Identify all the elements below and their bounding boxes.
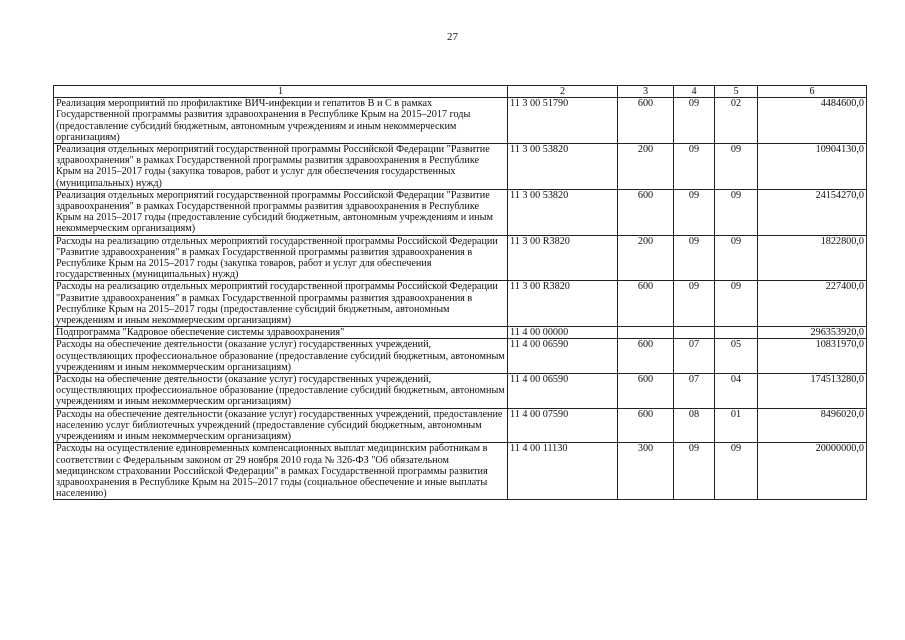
row-expense-type: 200 xyxy=(618,235,674,281)
budget-table xyxy=(53,85,867,500)
row-section: 09 xyxy=(674,189,715,235)
row-target-code: 11 3 00 51790 xyxy=(508,98,618,144)
row-target-code: 11 3 00 R3820 xyxy=(508,281,618,327)
row-section: 09 xyxy=(674,281,715,327)
row-subsection: 01 xyxy=(715,408,758,443)
row-amount: 1822800,0 xyxy=(758,235,867,281)
page-number: 27 xyxy=(447,31,458,43)
row-expense-type: 300 xyxy=(618,443,674,500)
table-row xyxy=(54,339,867,374)
row-section: 09 xyxy=(674,235,715,281)
table-row xyxy=(54,281,867,327)
row-subsection: 04 xyxy=(715,374,758,409)
table-row xyxy=(54,144,867,190)
row-expense-type: 600 xyxy=(618,98,674,144)
table-row xyxy=(54,98,867,144)
column-header: 4 xyxy=(674,86,715,98)
column-header: 1 xyxy=(54,86,508,98)
row-subsection: 09 xyxy=(715,281,758,327)
row-target-code: 11 3 00 53820 xyxy=(508,144,618,190)
table-row xyxy=(54,235,867,281)
row-section: 07 xyxy=(674,339,715,374)
row-description: Расходы на обеспечение деятельности (оказание услуг) государственных учреждений, осуществляющих профессиональное образование (предоставление субсидий бюджетным, автономным учреждениям и иным некоммерческим организациям) xyxy=(54,339,508,374)
row-amount: 4484600,0 xyxy=(758,98,867,144)
row-section xyxy=(674,327,715,339)
row-amount: 10904130,0 xyxy=(758,144,867,190)
row-description: Расходы на обеспечение деятельности (оказание услуг) государственных учреждений, осуществляющих профессиональное образование (предоставление субсидий бюджетным, автономным учреждениям и иным некоммерческим организациям) xyxy=(54,374,508,409)
column-header: 3 xyxy=(618,86,674,98)
row-description: Расходы на обеспечение деятельности (оказание услуг) государственных учреждений, предоставление населению услуг библиотечных учреждений (предоставление субсидий бюджетным, автономным учреждениям и иным некоммерческим организациям) xyxy=(54,408,508,443)
row-target-code: 11 3 00 53820 xyxy=(508,189,618,235)
row-target-code: 11 3 00 R3820 xyxy=(508,235,618,281)
table-row xyxy=(54,408,867,443)
row-expense-type: 600 xyxy=(618,281,674,327)
row-section: 09 xyxy=(674,144,715,190)
row-description: Расходы на осуществление единовременных компенсационных выплат медицинским работникам в соответствии с Федеральным законом от 29 ноября 2010 года № 326-ФЗ "Об обязательном медицинском страховании Российской Федерации" в рамках Государственной программы развития здравоохранения в Республике Крым на 2015–2017 годы (социальное обеспечение и иные выплаты населению) xyxy=(54,443,508,500)
row-target-code: 11 4 00 06590 xyxy=(508,339,618,374)
row-description: Реализация отдельных мероприятий государственной программы Российской Федерации "Развитие здравоохранения" в рамках Государственной программы развития здравоохранения в Республике Крым на 2015–2017 годы (предоставление субсидий бюджетным, автономным учреждениям и иным некоммерческим организациям) xyxy=(54,189,508,235)
row-description: Подпрограмма "Кадровое обеспечение системы здравоохранения" xyxy=(54,327,508,339)
row-amount: 296353920,0 xyxy=(758,327,867,339)
row-subsection: 02 xyxy=(715,98,758,144)
row-amount: 227400,0 xyxy=(758,281,867,327)
table-row xyxy=(54,443,867,500)
row-section: 07 xyxy=(674,374,715,409)
row-expense-type: 600 xyxy=(618,408,674,443)
row-subsection: 09 xyxy=(715,235,758,281)
row-description: Расходы на реализацию отдельных мероприятий государственной программы Российской Федерации "Развитие здравоохранения" в рамках Государственной программы развития здравоохранения в Республике Крым на 2015–2017 годы (закупка товаров, работ и услуг для обеспечения государственных (муниципальных) нужд) xyxy=(54,235,508,281)
row-amount: 24154270,0 xyxy=(758,189,867,235)
table-row xyxy=(54,189,867,235)
row-description: Расходы на реализацию отдельных мероприятий государственной программы Российской Федерации "Развитие здравоохранения" в рамках Государственной программы развития здравоохранения в Республике Крым на 2015–2017 годы (предоставление субсидий бюджетным, автономным учреждениям и иным некоммерческим организациям) xyxy=(54,281,508,327)
row-amount: 8496020,0 xyxy=(758,408,867,443)
row-target-code: 11 4 00 11130 xyxy=(508,443,618,500)
row-subsection: 09 xyxy=(715,443,758,500)
row-section: 09 xyxy=(674,98,715,144)
row-amount: 174513280,0 xyxy=(758,374,867,409)
row-expense-type: 200 xyxy=(618,144,674,190)
row-target-code: 11 4 00 07590 xyxy=(508,408,618,443)
row-section: 09 xyxy=(674,443,715,500)
row-subsection: 09 xyxy=(715,189,758,235)
table-header-row xyxy=(54,86,867,98)
row-amount: 20000000,0 xyxy=(758,443,867,500)
table-row-subprogram xyxy=(54,327,867,339)
row-target-code: 11 4 00 06590 xyxy=(508,374,618,409)
row-target-code: 11 4 00 00000 xyxy=(508,327,618,339)
column-header: 2 xyxy=(508,86,618,98)
column-header: 5 xyxy=(715,86,758,98)
row-description: Реализация мероприятий по профилактике ВИЧ-инфекции и гепатитов В и С в рамках Государственной программы развития здравоохранения в Республике Крым на 2015–2017 годы (предоставление субсидий бюджетным, автономным учреждениям и иным некоммерческим организациям) xyxy=(54,98,508,144)
row-section: 08 xyxy=(674,408,715,443)
row-expense-type: 600 xyxy=(618,339,674,374)
column-header: 6 xyxy=(758,86,867,98)
row-amount: 10831970,0 xyxy=(758,339,867,374)
row-subsection xyxy=(715,327,758,339)
row-expense-type: 600 xyxy=(618,189,674,235)
row-subsection: 09 xyxy=(715,144,758,190)
row-subsection: 05 xyxy=(715,339,758,374)
row-expense-type: 600 xyxy=(618,374,674,409)
row-description: Реализация отдельных мероприятий государственной программы Российской Федерации "Развитие здравоохранения" в рамках Государственной программы развития здравоохранения в Республике Крым на 2015–2017 годы (закупка товаров, работ и услуг для обеспечения государственных (муниципальных) нужд) xyxy=(54,144,508,190)
table-row xyxy=(54,374,867,409)
row-expense-type xyxy=(618,327,674,339)
